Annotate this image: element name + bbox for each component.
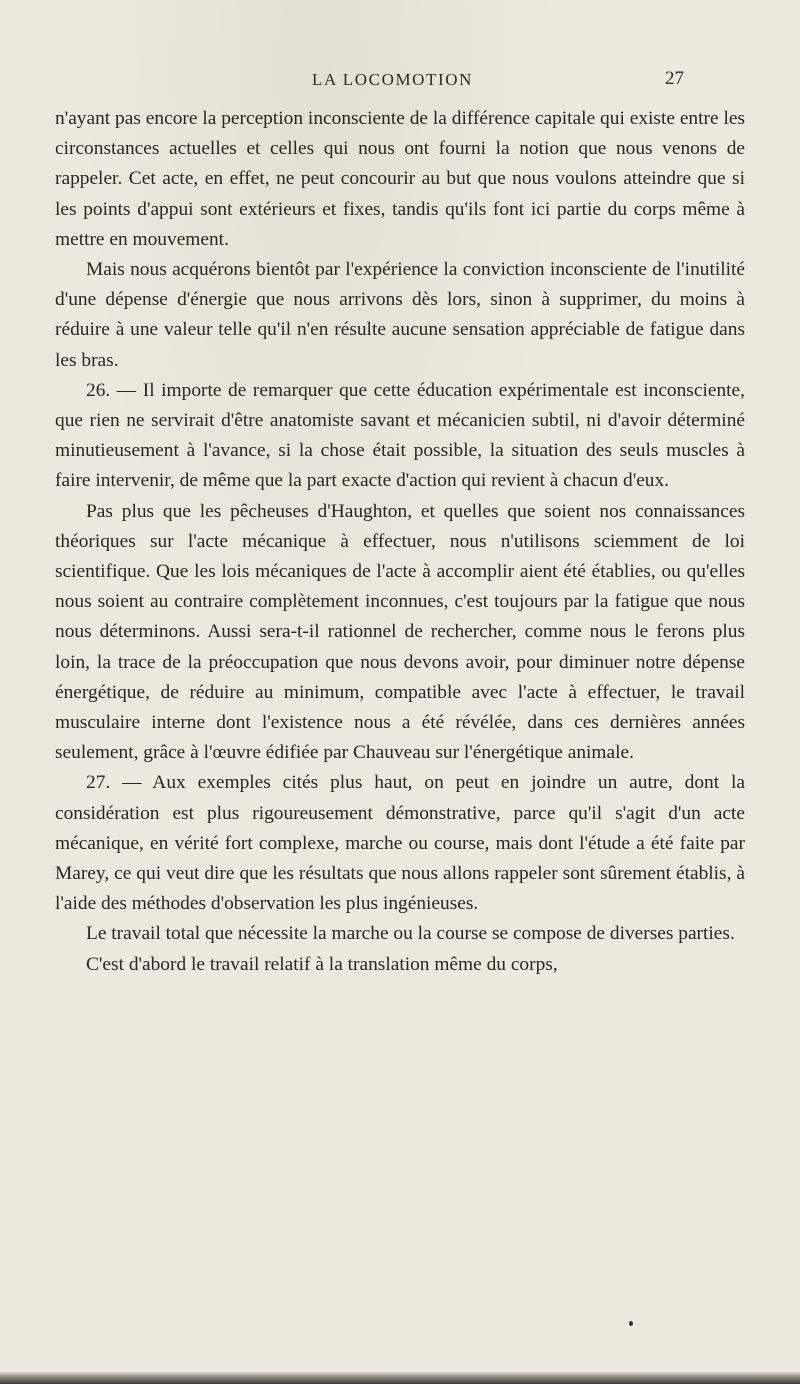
paragraph-section-26: 26. — Il importe de remarquer que cette éducation expérimentale est inconsciente, que rien ne servirait d'être anatomiste savant et mécanicien subtil, ni d'avoir déterminé minutieusement à l'avance, si la chose était possible, la situation des seuls muscles à faire intervenir, de même que la part exacte d'action qui revient à chacun d'eux. — [55, 379, 745, 492]
ink-dot — [629, 1321, 633, 1326]
paragraph-section-27: 27. — Aux exemples cités plus haut, on peut en joindre un autre, dont la considération est plus rigoureusement démonstrative, parce qu'il s'agit d'un acte mécanique, en vérité fort complexe, marche ou course, mais dont l'étude a été faite par Marey, ce qui veut dire que les résultats que nous allons rappeler sont sûrement établis, à l'aide des méthodes d'observation les plus ingénieuses. — [55, 772, 745, 915]
running-header — [0, 64, 800, 92]
paragraph: C'est d'abord le travail relatif à la translation même du corps, — [86, 953, 558, 975]
page-bottom-edge — [0, 1371, 800, 1384]
paragraph: Le travail total que nécessite la marche ou la course se compose de diverses parties. — [86, 923, 735, 945]
page-number: 27 — [665, 68, 684, 89]
body-text — [55, 104, 745, 980]
paragraph: n'ayant pas encore la perception inconsciente de la différence capitale qui existe entre les circonstances actuelles et celles qui nous ont fourni la notion que nous venons de rappeler. Cet acte, en effet, ne peut concourir au but que nous voulons atteindre que si les points d'appui sont extérieurs et fixes, tandis qu'ils font ici partie du corps même à mettre en mouvement. — [55, 108, 745, 250]
paragraph: Mais nous acquérons bientôt par l'expérience la conviction inconsciente de l'inutilité d'une dépense d'énergie que nous arrivons dès lors, sinon à supprimer, du moins à réduire à une valeur telle qu'il n'en résulte aucune sensation appréciable de fatigue dans les bras. — [55, 259, 745, 371]
running-title: LA LOCOMOTION — [312, 70, 474, 89]
paragraph: Pas plus que les pêcheuses d'Haughton, et quelles que soient nos connaissances théoriques sur l'acte mécanique à effectuer, nous n'utilisons sciemment de loi scientifique. Que les lois mécaniques de l'acte à accomplir aient été établies, ou qu'elles nous soient au contraire complètement inconnues, c'est toujours par la fatigue que nous nous déterminons. Aussi sera-t-il rationnel de rechercher, comme nous le ferons plus loin, la trace de la préoccupation que nous devons avoir, pour diminuer notre dépense énergétique, de réduire au minimum, compatible avec l'acte à effectuer, le travail musculaire interne dont l'existence nous a été révélée, dans ces dernières années seulement, grâce à l'œuvre édifiée par Chauveau sur l'énergétique animale. — [55, 500, 745, 764]
